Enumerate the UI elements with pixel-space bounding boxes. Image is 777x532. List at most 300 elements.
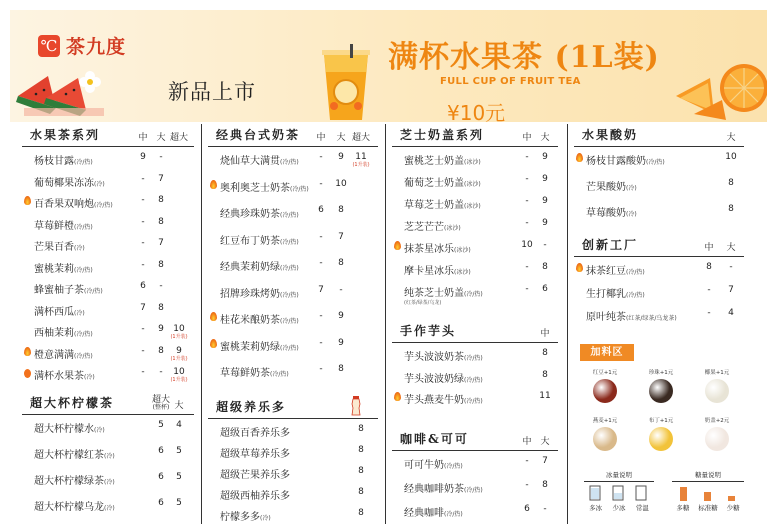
promo-title: 满杯水果茶 (1L装): [388, 40, 660, 75]
item-price: [534, 504, 556, 514]
item-price: [330, 258, 352, 268]
item-name: 超级西柚养乐多: [220, 491, 290, 502]
item-name: 芒果酸奶: [586, 182, 626, 193]
item-name-wrap: [34, 260, 93, 275]
price-value: -: [543, 240, 547, 250]
menu-item-row: [22, 191, 194, 213]
item-temp-tag: (冷/热): [280, 344, 299, 352]
topping-item: [694, 416, 740, 451]
item-price: [310, 205, 332, 215]
item-name: 葡萄椰果冻冻: [34, 177, 94, 189]
item-temp-tag: (冷): [84, 374, 95, 381]
price-value: -: [707, 308, 711, 318]
item-price: [534, 218, 556, 228]
menu-item-row: [392, 170, 558, 192]
item-price: [310, 152, 332, 162]
promo-subtitle: FULL CUP OF FRUIT TEA: [440, 76, 581, 87]
item-name: 西柚茉莉: [34, 328, 74, 339]
price-value: 8: [158, 302, 164, 313]
sugar-legend-title: 糖量说明: [695, 471, 721, 479]
item-price: [698, 308, 720, 318]
price-value: -: [141, 195, 145, 205]
item-name-wrap: [404, 262, 471, 277]
sugar-label: 少糖: [726, 504, 740, 512]
menu-item-row: [22, 148, 194, 170]
menu-item-row: [22, 277, 194, 299]
watermelon-flower-icon: [16, 68, 108, 118]
price-value: 8: [542, 348, 548, 358]
col-header: 中: [704, 243, 714, 253]
item-temp-tag: (冷/热): [464, 398, 483, 405]
price-value: -: [319, 258, 323, 268]
price-value: -: [525, 174, 529, 184]
price-value: -: [525, 218, 529, 228]
price-value: 9: [542, 218, 548, 228]
column-divider: [385, 124, 386, 524]
item-name: 芝芝芒芒: [404, 222, 444, 233]
item-sub-note: (红茶/绿茶/乌龙): [404, 300, 442, 306]
item-name: 生打椰乳: [586, 289, 626, 300]
price-value: -: [319, 152, 323, 162]
hot-flame-icon: [210, 339, 217, 348]
item-temp-tag: (冰沙): [444, 225, 461, 232]
item-name: 超级草莓养乐多: [220, 449, 290, 460]
item-name-wrap: [220, 205, 299, 220]
item-name: 奥利奥芝士奶茶: [220, 182, 290, 194]
price-value: 5: [176, 446, 182, 456]
price-value: -: [141, 216, 145, 227]
item-price: [534, 196, 556, 206]
item-name-wrap: [34, 281, 103, 296]
price-value: -: [141, 173, 145, 184]
section-title: 水果酸奶: [582, 128, 639, 142]
section-lemon-tea: [22, 392, 194, 520]
menu-item-row: [22, 234, 194, 256]
item-price: [150, 281, 172, 291]
item-price: [720, 285, 742, 295]
item-name-wrap: [220, 445, 290, 460]
item-price: [350, 152, 372, 168]
item-price: [330, 338, 352, 348]
item-name-wrap: [220, 364, 289, 379]
price-value: 6: [158, 498, 164, 508]
item-name-wrap: [404, 370, 483, 385]
item-name: 蜜桃芝士奶盖: [404, 156, 464, 167]
price-value: 9: [542, 174, 548, 184]
menu-item-row: [392, 387, 558, 409]
section-title: 超大杯柠檬茶: [30, 396, 115, 410]
price-value: -: [339, 284, 343, 295]
price-value: 8: [358, 487, 364, 497]
item-name: 可可牛奶: [404, 460, 444, 471]
price-value: 8: [358, 424, 364, 434]
item-name: 满杯西瓜: [34, 306, 74, 318]
menu-item-row: [208, 254, 378, 281]
item-temp-tag: (冷): [74, 245, 85, 252]
item-temp-tag: (冷/热): [464, 355, 483, 362]
item-name-wrap: [586, 152, 665, 167]
item-name-wrap: [404, 456, 463, 471]
section-cheese: [392, 124, 558, 306]
section-milk-tea: [208, 124, 378, 387]
col-header: 超大: [351, 133, 370, 143]
item-temp-tag: (冷/热): [464, 376, 483, 384]
col-header: 大: [540, 133, 550, 143]
price-value: 9: [176, 345, 182, 356]
item-name: 蜂蜜柚子茶: [34, 285, 84, 296]
item-temp-tag: (冷/热): [74, 159, 93, 166]
item-name: 杨枝甘露: [34, 156, 74, 167]
price-value: 4: [728, 308, 734, 318]
topping-label: 珍珠+1元: [648, 370, 674, 376]
item-name: 草莓鲜奶茶: [220, 368, 270, 379]
price-value: 8: [542, 262, 548, 272]
item-temp-tag: (冰沙): [454, 269, 471, 276]
item-name-wrap: [404, 152, 481, 167]
item-price: [720, 308, 742, 318]
item-name: 杨枝甘露酸奶: [586, 156, 646, 167]
item-name-wrap: [34, 152, 93, 167]
item-name: 超大杯柠檬绿茶: [34, 476, 104, 487]
price-value: 8: [358, 445, 364, 455]
item-price: [330, 152, 352, 162]
menu-item-row: [208, 201, 378, 228]
menu-item-row: [22, 494, 194, 520]
item-name: 经典咖啡奶茶: [404, 484, 464, 495]
price-value: -: [525, 456, 529, 466]
item-name-wrap: [34, 195, 113, 210]
ice-legend-title: 冰量说明: [606, 471, 632, 479]
price-value: 8: [358, 508, 364, 518]
section-yakult: [208, 396, 378, 525]
col-header: 中: [138, 133, 148, 143]
price-value: 8: [542, 369, 548, 380]
price-value: 6: [158, 446, 164, 456]
price-value: 5: [176, 498, 182, 508]
price-value: 8: [338, 364, 344, 374]
item-name: 超大杯柠檬红茶: [34, 450, 104, 461]
menu-item-row: [392, 236, 558, 258]
hot-flame-icon: [210, 312, 217, 321]
topping-image-icon: [593, 427, 617, 451]
brand-name: 茶九度: [66, 36, 127, 58]
item-price: [534, 348, 556, 358]
item-name-wrap: [220, 232, 299, 247]
section-title: 超级养乐多: [216, 400, 287, 414]
item-name: 蜜桃茉莉: [34, 263, 74, 275]
item-name-wrap: [220, 285, 299, 300]
price-value: 10: [335, 178, 347, 189]
item-price: [534, 262, 556, 272]
price-value: -: [141, 259, 145, 270]
price-value: 9: [158, 324, 164, 334]
item-price: [168, 346, 190, 362]
price-value: 9: [338, 311, 344, 321]
item-name: 超级百香养乐多: [220, 428, 290, 439]
hot-flame-icon: [576, 263, 583, 272]
item-name-wrap: [404, 174, 481, 189]
price-value: 8: [338, 205, 344, 215]
item-price: [330, 232, 352, 242]
menu-item-row: [392, 452, 558, 476]
brand-logo: [38, 32, 126, 59]
item-price: [310, 338, 332, 348]
price-value: 9: [542, 196, 548, 206]
item-price: [330, 205, 352, 215]
menu-item-row: [22, 320, 194, 342]
item-price: [310, 285, 332, 295]
topping-item: [638, 416, 684, 451]
price-value: -: [319, 178, 323, 189]
item-name-wrap: [586, 308, 677, 323]
col-header: 大: [156, 133, 166, 143]
col-header: 中: [316, 133, 326, 143]
item-price: [310, 258, 332, 268]
item-price: [720, 178, 742, 188]
item-price: [534, 284, 556, 294]
price-value: 6: [542, 284, 548, 294]
sugar-label: 多糖: [676, 504, 690, 512]
size-note: (1升装): [170, 334, 188, 340]
column-divider: [567, 124, 568, 524]
price-value: 7: [318, 284, 324, 295]
item-name-wrap: [404, 480, 483, 495]
topping-item: [694, 368, 740, 403]
menu-item-row: [574, 258, 744, 281]
item-temp-tag: (冷/热): [626, 292, 645, 299]
sugar-legend: [672, 470, 744, 512]
menu-item-row: [208, 441, 378, 462]
item-name: 超大杯柠檬乌龙: [34, 502, 104, 513]
price-value: -: [525, 152, 529, 162]
col-header: 大: [336, 133, 346, 143]
menu-item-row: [392, 280, 558, 306]
item-temp-tag: (冷/热): [74, 223, 93, 231]
item-name-wrap: [34, 420, 105, 435]
price-value: 8: [158, 345, 164, 356]
item-name: 经典茉莉奶绿: [220, 262, 280, 273]
item-price: [330, 311, 352, 321]
item-price: [350, 466, 372, 476]
item-price: [150, 303, 172, 313]
item-name: 抹茶星冰乐: [404, 244, 454, 255]
menu-item-row: [392, 148, 558, 170]
item-price: [698, 285, 720, 295]
menu-item-row: [208, 360, 378, 387]
item-name: 芋头燕麦牛奶: [404, 395, 464, 406]
topping-image-icon: [649, 379, 673, 403]
item-temp-tag: (冷/热): [280, 318, 299, 325]
section-title: 创新工厂: [582, 238, 639, 252]
item-temp-tag: (冷): [104, 479, 115, 486]
item-price: [350, 487, 372, 497]
item-temp-tag: (冷/热): [444, 511, 463, 518]
price-value: 8: [158, 216, 164, 227]
item-price: [330, 285, 352, 295]
item-temp-tag: (冷/热): [646, 159, 665, 166]
orange-slices-icon: [670, 56, 767, 122]
price-value: 10: [173, 324, 185, 334]
size-note: (1升装): [170, 355, 188, 362]
toppings-title: 加料区: [580, 344, 634, 361]
item-name-wrap: [220, 487, 290, 502]
item-temp-tag: (冰沙): [464, 203, 481, 210]
section-coffee: [392, 428, 558, 524]
menu-item-row: [22, 416, 194, 442]
item-price: [350, 445, 372, 455]
item-name-wrap: [404, 284, 483, 306]
item-temp-tag: (冷/热): [290, 185, 309, 193]
menu-item-row: [22, 213, 194, 235]
price-value: 4: [176, 420, 182, 430]
price-value: 7: [728, 285, 734, 295]
item-price: [310, 232, 332, 242]
price-value: 10: [521, 240, 533, 250]
ice-label: 少冰: [612, 504, 626, 512]
item-name: 招牌珍珠烤奶: [220, 288, 280, 300]
item-name-wrap: [34, 217, 93, 232]
price-value: 8: [706, 262, 712, 272]
topping-image-icon: [705, 379, 729, 403]
item-price: [720, 204, 742, 214]
item-price: [534, 370, 556, 380]
item-name: 柠檬多多: [220, 512, 260, 523]
section-title: 经典台式奶茶: [216, 128, 301, 142]
item-name-wrap: [34, 367, 95, 382]
price-value: 8: [158, 259, 164, 270]
col-header: 大: [726, 243, 736, 253]
item-name: 红豆布丁奶茶: [220, 235, 280, 247]
menu-item-row: [574, 304, 744, 327]
topping-label: 布丁+1元: [648, 418, 674, 424]
item-name-wrap: [34, 303, 85, 318]
menu-item-row: [208, 175, 378, 202]
item-temp-tag: (冷/热): [74, 266, 93, 274]
menu-item-row: [574, 200, 744, 226]
item-name-wrap: [404, 391, 483, 406]
col-header: 中: [522, 437, 532, 447]
hot-flame-icon: [24, 196, 31, 205]
item-name: 经典珍珠奶茶: [220, 209, 280, 220]
section-fruit-tea: [22, 124, 194, 385]
item-temp-tag: (红茶/绿茶/乌龙茶): [626, 315, 677, 322]
price-value: -: [141, 367, 145, 377]
item-name-wrap: [404, 218, 461, 233]
item-temp-tag: (冷/热): [280, 265, 299, 272]
item-price: [168, 472, 190, 482]
price-value: -: [707, 285, 711, 295]
price-value: -: [141, 324, 145, 334]
price-value: -: [525, 480, 529, 490]
menu-item-row: [574, 281, 744, 304]
price-value: 6: [318, 205, 324, 215]
item-price: [330, 179, 352, 189]
item-temp-tag: (冷): [104, 453, 115, 460]
menu-item-row: [392, 214, 558, 236]
item-name: 超级芒果养乐多: [220, 470, 290, 481]
item-name: 满杯水果茶: [34, 371, 84, 382]
section-taro: [392, 320, 558, 409]
item-name-wrap: [220, 311, 299, 326]
item-name-wrap: [34, 472, 115, 487]
menu-item-row: [392, 192, 558, 214]
item-price: [534, 174, 556, 184]
new-arrivals-title: 新品上市: [168, 80, 256, 104]
promo-banner: [10, 10, 767, 122]
item-name: 橙意满满: [34, 349, 74, 361]
item-name-wrap: [34, 498, 115, 513]
item-price: [350, 424, 372, 434]
menu-item-row: [392, 500, 558, 524]
price-value: -: [141, 345, 145, 356]
price-value: -: [525, 196, 529, 206]
item-temp-tag: (冷): [260, 515, 271, 522]
item-name-wrap: [586, 285, 645, 300]
col-header: 大: [726, 133, 736, 143]
item-name: 芒果百香: [34, 242, 74, 253]
sugar-bars-icon: [672, 485, 744, 501]
item-temp-tag: (冷): [94, 180, 105, 188]
item-temp-tag: (冷/热): [464, 291, 483, 298]
menu-item-row: [392, 344, 558, 366]
col-header: 中: [540, 329, 550, 339]
size-note: (1升装): [170, 377, 188, 383]
item-temp-tag: (冷/热): [280, 238, 299, 246]
ice-label: 常温: [635, 504, 649, 512]
item-price: [310, 311, 332, 321]
price-value: 8: [158, 195, 164, 205]
item-temp-tag: (冷): [626, 185, 637, 192]
item-name: 百香果双响炮: [34, 199, 94, 210]
price-value: 8: [728, 178, 734, 188]
price-value: 11: [539, 391, 551, 401]
item-name: 经典咖啡: [404, 508, 444, 519]
menu-item-row: [22, 256, 194, 278]
item-price: [150, 152, 172, 162]
hot-flame-icon: [576, 153, 583, 162]
item-price: [150, 260, 172, 270]
item-price: [150, 238, 172, 248]
item-price: [720, 152, 742, 162]
price-value: 9: [338, 337, 344, 348]
price-value: -: [319, 231, 323, 242]
item-name-wrap: [404, 348, 483, 363]
item-price: [168, 367, 190, 383]
item-price: [534, 240, 556, 250]
price-value: 10: [173, 367, 185, 377]
item-name: 草莓鲜橙: [34, 220, 74, 232]
menu-item-row: [392, 476, 558, 500]
price-value: -: [319, 337, 323, 348]
section-title: 咖啡&可可: [400, 432, 469, 446]
item-price: [534, 480, 556, 490]
price-value: -: [543, 504, 547, 514]
col-header: 中: [522, 133, 532, 143]
menu-item-row: [392, 366, 558, 388]
price-value: 9: [140, 152, 146, 162]
item-price: [330, 364, 352, 374]
item-name-wrap: [586, 262, 645, 277]
section-creative: [574, 234, 744, 327]
hot-flame-icon: [24, 347, 31, 356]
price-value: -: [159, 281, 163, 291]
menu-item-row: [22, 299, 194, 321]
item-price: [310, 364, 332, 374]
price-value: 5: [176, 472, 182, 482]
menu-item-row: [22, 170, 194, 192]
menu-item-row: [208, 307, 378, 334]
featured-dot-icon: [24, 369, 31, 378]
